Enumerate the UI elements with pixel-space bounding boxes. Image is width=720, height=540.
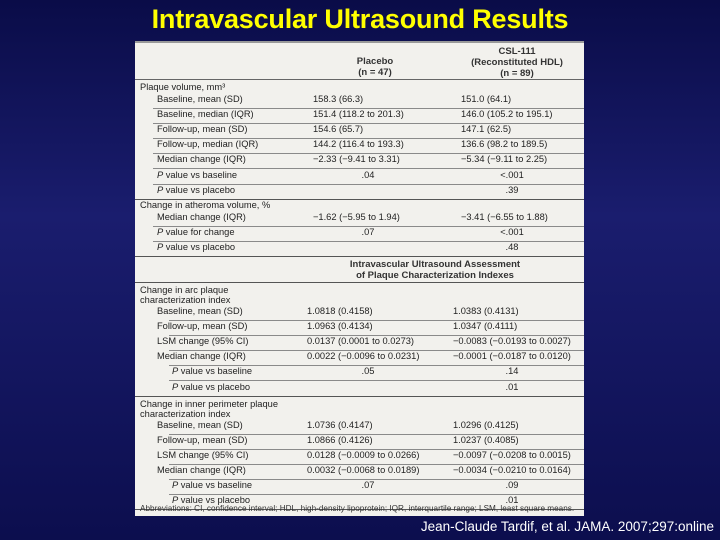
placebo-value: 158.3 (66.3) xyxy=(313,94,364,104)
csl111-column-header: CSL-111 (Reconstituted HDL) (n = 89) xyxy=(471,46,563,79)
csl111-value: 1.0347 (0.4111) xyxy=(453,321,518,332)
table-row xyxy=(153,93,584,109)
csl111-value: −0.0083 (−0.0193 to 0.0027) xyxy=(453,336,571,347)
p-symbol: P xyxy=(157,184,164,195)
row-label-text: Baseline, mean (SD) xyxy=(157,94,243,104)
row-label-text: value for change xyxy=(163,226,235,237)
table-row xyxy=(157,419,584,435)
results-table xyxy=(135,41,584,516)
table-row xyxy=(157,320,584,336)
table-row xyxy=(153,169,584,185)
row-label-text: LSM change (95% CI) xyxy=(157,336,249,347)
placebo-value: 144.2 (116.4 to 193.3) xyxy=(313,139,404,150)
row-label xyxy=(140,82,225,93)
row-label-text: Follow-up, mean (SD) xyxy=(157,124,248,135)
csl111-value: 146.0 (105.2 to 195.1) xyxy=(461,109,553,120)
table-row xyxy=(169,365,584,381)
p-symbol: P xyxy=(157,169,164,180)
table-row xyxy=(153,108,584,124)
row-label xyxy=(157,242,235,253)
row-label-text: Median change (IQR) xyxy=(157,154,246,165)
placebo-value: −1.62 (−5.95 to 1.94) xyxy=(313,211,400,222)
csl111-value: −0.0001 (−0.0187 to 0.0120) xyxy=(453,351,571,362)
citation: Jean-Claude Tardif, et al. JAMA. 2007;297:online xyxy=(420,519,714,534)
table-row xyxy=(157,350,584,366)
csl111-value: −3.41 (−6.55 to 1.88) xyxy=(461,211,548,222)
row-label xyxy=(157,170,237,181)
table-row xyxy=(135,241,584,257)
row-label-text: value vs placebo xyxy=(163,241,236,252)
row-label xyxy=(157,435,247,446)
csl111-value: .01 xyxy=(505,495,519,506)
table-footnote: Abbreviations: CI, confidence interval; HDL, high-density lipoprotein; IQR, interquartile range; LSM, least square means. xyxy=(140,504,575,513)
table-row xyxy=(157,449,584,465)
csl111-value: .01 xyxy=(505,381,519,392)
table-row xyxy=(169,479,584,495)
placebo-value: .04 xyxy=(361,169,375,180)
csl111-value: .09 xyxy=(505,480,519,490)
p-symbol: P xyxy=(172,495,179,506)
section-title: characterization index xyxy=(140,408,231,419)
row-label-text: value vs placebo xyxy=(178,495,251,506)
placebo-value: 0.0022 (−0.0096 to 0.0231) xyxy=(307,351,420,362)
row-label xyxy=(172,366,252,377)
row-label-text: Follow-up, mean (SD) xyxy=(157,434,248,445)
row-label xyxy=(157,227,235,238)
p-symbol: P xyxy=(172,366,179,377)
placebo-value: 1.0866 (0.4126) xyxy=(307,434,373,445)
row-label-text: Median change (IQR) xyxy=(157,211,246,222)
row-label-text: LSM change (95% CI) xyxy=(157,449,249,460)
table-row xyxy=(153,123,584,139)
placebo-value: 0.0032 (−0.0068 to 0.0189) xyxy=(307,464,420,475)
row-label xyxy=(157,420,243,431)
section-title: characterization index xyxy=(140,295,231,305)
placebo-value: .05 xyxy=(361,366,375,377)
section-title: Change in arc plaque xyxy=(140,285,229,295)
row-label xyxy=(157,124,247,135)
row-label-text: value vs placebo xyxy=(163,184,236,195)
csl111-value: −0.0097 (−0.0208 to 0.0015) xyxy=(453,449,571,460)
row-label-text: Median change (IQR) xyxy=(157,464,246,475)
row-label-text: Baseline, mean (SD) xyxy=(157,419,243,430)
csl111-value: 1.0296 (0.4125) xyxy=(453,419,519,430)
csl111-value: .39 xyxy=(505,184,519,195)
row-label xyxy=(157,154,246,165)
placebo-value: 0.0128 (−0.0009 to 0.0266) xyxy=(307,449,420,460)
divider xyxy=(135,281,584,283)
section-title-row xyxy=(135,81,584,93)
row-label xyxy=(157,321,247,332)
row-label-text: Baseline, mean (SD) xyxy=(157,306,243,316)
csl111-value: 147.1 (62.5) xyxy=(461,124,512,135)
row-label-text: Median change (IQR) xyxy=(157,351,246,362)
placebo-value: 0.0137 (0.0001 to 0.0273) xyxy=(307,336,415,347)
table-row xyxy=(157,335,584,351)
placebo-value: 154.6 (65.7) xyxy=(313,124,364,135)
table-row xyxy=(135,381,584,397)
table-row xyxy=(153,138,584,154)
row-label-text: value vs baseline xyxy=(178,480,253,490)
placebo-value: 1.0818 (0.4158) xyxy=(307,306,373,316)
table-header xyxy=(135,43,584,80)
row-label xyxy=(157,139,258,150)
row-label-text: value vs baseline xyxy=(163,169,238,180)
row-label-text: Follow-up, mean (SD) xyxy=(157,321,248,332)
csl111-value: 1.0383 (0.4131) xyxy=(453,306,519,316)
p-symbol: P xyxy=(157,241,164,252)
placebo-value: 1.0736 (0.4147) xyxy=(307,419,373,430)
csl111-value: .48 xyxy=(505,241,519,252)
row-label xyxy=(157,465,246,476)
p-symbol: P xyxy=(172,381,179,392)
row-label xyxy=(157,94,243,105)
placebo-value: .07 xyxy=(361,226,375,237)
row-label xyxy=(157,351,246,362)
section-title-row xyxy=(135,398,584,419)
row-label xyxy=(157,336,248,347)
csl111-value: 136.6 (98.2 to 189.5) xyxy=(461,139,548,150)
row-label xyxy=(157,109,254,120)
table-row xyxy=(157,305,584,321)
row-label-text: Baseline, median (IQR) xyxy=(157,109,254,120)
placebo-value: −2.33 (−9.41 to 3.31) xyxy=(313,154,400,165)
placebo-value: 1.0963 (0.4134) xyxy=(307,321,373,332)
section-title-row xyxy=(135,199,584,211)
table-row xyxy=(157,464,584,480)
row-label-text: value vs baseline xyxy=(178,366,253,377)
row-label-text: Follow-up, median (IQR) xyxy=(157,139,259,150)
p-symbol: P xyxy=(157,226,164,237)
slide-title: Intravascular Ultrasound Results xyxy=(151,4,569,34)
p-symbol: P xyxy=(172,480,179,490)
csl111-value: −5.34 (−9.11 to 2.25) xyxy=(461,154,548,165)
placebo-value: .07 xyxy=(361,480,375,490)
table-row xyxy=(153,226,584,242)
row-label xyxy=(172,382,250,393)
row-label-text: Plaque volume, mm³ xyxy=(140,82,226,92)
table-row xyxy=(153,211,584,227)
csl111-value: 1.0237 (0.4085) xyxy=(453,434,519,445)
row-label xyxy=(140,200,270,211)
row-label xyxy=(157,450,248,461)
table-row xyxy=(135,184,584,200)
row-label xyxy=(157,185,235,196)
csl111-value: 151.0 (64.1) xyxy=(461,94,512,104)
row-label-text: value vs placebo xyxy=(178,381,251,392)
placebo-column-header: Placebo (n = 47) xyxy=(356,56,394,78)
row-label-text: Change in atheroma volume, % xyxy=(140,199,271,210)
section-title-row xyxy=(135,284,584,305)
section-title: Change in inner perimeter plaque xyxy=(140,398,278,409)
table-row xyxy=(157,434,584,450)
csl111-value: <.001 xyxy=(500,226,524,237)
placebo-value: 151.4 (118.2 to 201.3) xyxy=(313,109,404,120)
row-label xyxy=(157,212,246,223)
csl111-value: <.001 xyxy=(500,169,524,180)
csl111-value: .14 xyxy=(505,366,519,377)
table-row xyxy=(153,153,584,169)
csl111-value: −0.0034 (−0.0210 to 0.0164) xyxy=(453,464,571,475)
row-label xyxy=(157,306,243,317)
row-label xyxy=(172,480,252,491)
section-subheader: Intravascular Ultrasound Assessment of Plaque Characterization Indexes xyxy=(349,259,521,281)
